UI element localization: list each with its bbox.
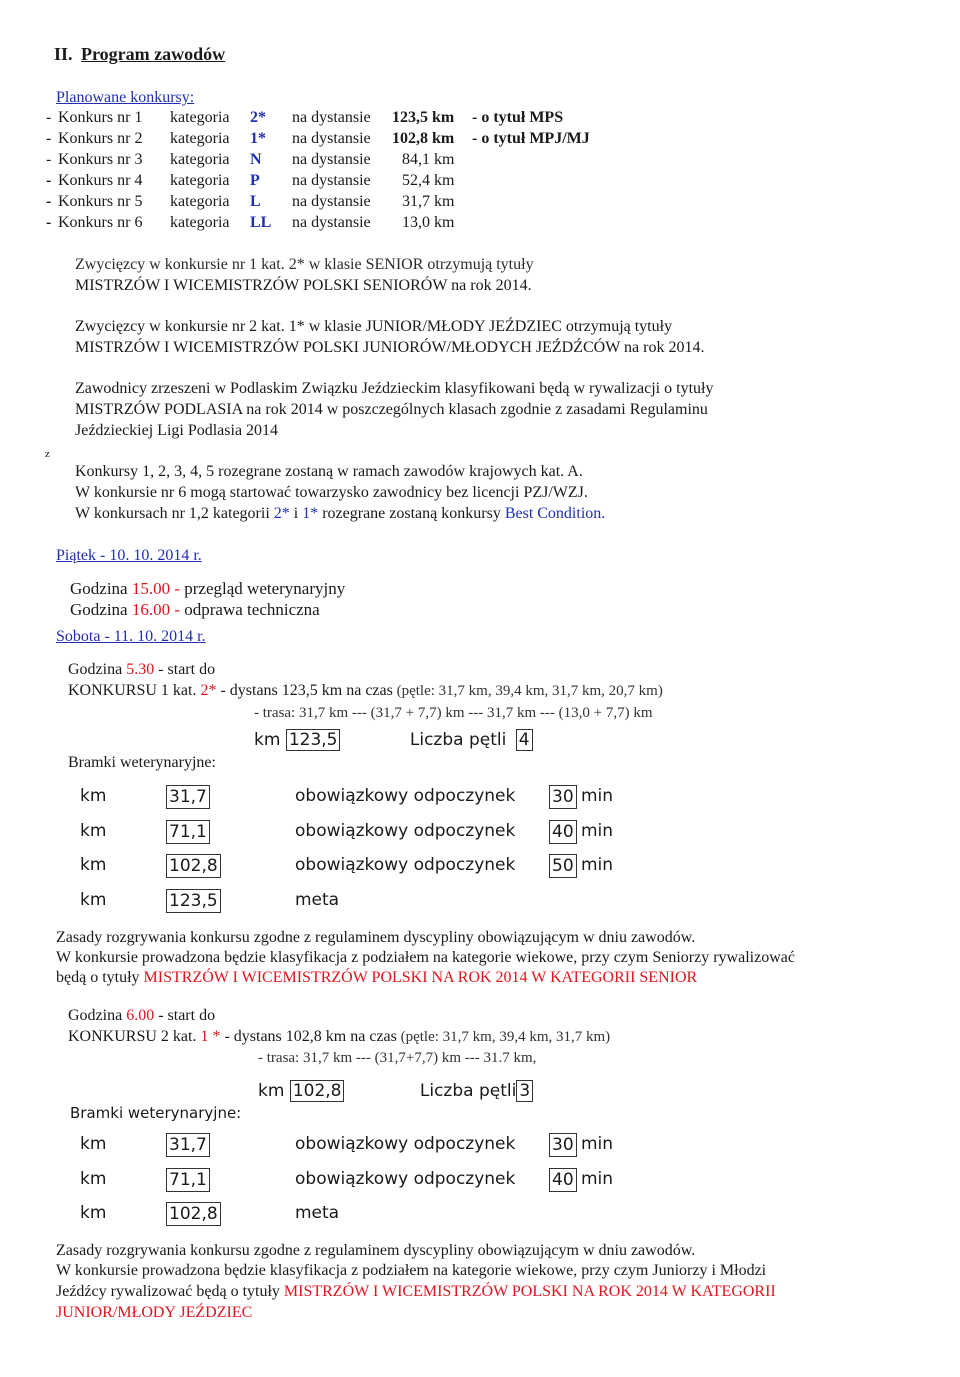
gate-min-unit: min — [581, 1168, 614, 1189]
comp1-title-a: KONKURSU 1 kat. — [68, 682, 201, 699]
comp2-summary — [258, 1080, 533, 1102]
competition-dystans-label: na dystansie — [292, 130, 371, 147]
gate-km-label: km — [80, 1203, 107, 1223]
comp2-rules3-text: Jeźdźcy rywalizować będą o tytuły — [56, 1283, 284, 1300]
competition-kategoria: kategoria — [170, 172, 230, 189]
competition-category: L — [250, 193, 261, 210]
gate-rest-minutes: 50 — [549, 854, 577, 878]
gate-km-label: km — [80, 786, 107, 806]
gate-rest-minutes: 30 — [549, 1133, 577, 1157]
competition-category: 1* — [250, 130, 266, 147]
info-line3-text: W konkursach nr 1,2 kategorii — [75, 505, 274, 522]
comp1-start-text: - start do — [154, 661, 216, 678]
competition-kategoria: kategoria — [170, 109, 230, 126]
competition-dash: - — [46, 130, 52, 147]
competition-dash: - — [46, 193, 52, 210]
competition-name: Konkurs nr 6 — [58, 214, 143, 231]
comp2-rules3 — [56, 1282, 776, 1302]
comp2-title-loops: (pętle: 31,7 km, 39,4 km, 31,7 km) — [396, 1029, 611, 1045]
competition-name: Konkurs nr 2 — [58, 130, 143, 147]
gate-distance: 31,7 — [166, 1133, 210, 1157]
stray-mark: z — [45, 448, 50, 460]
comp1-start-godzina: Godzina — [68, 661, 127, 678]
info-line3-cat2: 2* — [273, 505, 290, 522]
winners-2-line1: Zwycięzcy w konkursie nr 2 kat. 1* w klasie JUNIOR/MŁODY JEŹDZIEC otrzymują tytuły — [75, 318, 673, 335]
gate-rest-label: obowiązkowy odpoczynek — [295, 1134, 516, 1154]
competition-kategoria: kategoria — [170, 151, 230, 168]
competition-kategoria: kategoria — [170, 130, 230, 147]
comp2-trasa: - trasa: 31,7 km --- (31,7+7,7) km --- 31.7 km, — [258, 1050, 537, 1066]
winners-1-line2: MISTRZÓW I WICEMISTRZÓW POLSKI SENIORÓW na rok 2014. — [75, 277, 532, 294]
competition-dystans-label: na dystansie — [292, 172, 371, 189]
comp1-rules3-text: będą o tytuły — [56, 969, 144, 986]
gate-min-unit: min — [581, 820, 614, 841]
comp2-rules1: Zasady rozgrywania konkursu zgodne z regulaminem dyscypliny obowiązującym w dniu zawodów. — [56, 1242, 696, 1259]
comp2-loops-label: Liczba pętli — [419, 1081, 517, 1101]
competition-name: Konkurs nr 3 — [58, 151, 143, 168]
comp1-title-dist: - dystans 123,5 km na czas — [216, 682, 393, 699]
gate-rest-label: obowiązkowy odpoczynek — [295, 820, 516, 841]
gate-min-unit: min — [581, 1134, 614, 1154]
competition-kategoria: kategoria — [170, 193, 230, 210]
gate-distance: 71,1 — [166, 1168, 210, 1192]
competition-name: Konkurs nr 1 — [58, 109, 143, 126]
comp2-rules3-title: MISTRZÓW I WICEMISTRZÓW POLSKI NA ROK 2014 W KATEGORII — [283, 1283, 776, 1300]
competition-dystans-label: na dystansie — [292, 151, 371, 168]
competition-note: - o tytuł MPS — [472, 109, 564, 126]
friday-item-1-godzina: Godzina — [70, 579, 132, 598]
competition-name: Konkurs nr 4 — [58, 172, 143, 189]
comp2-rules4: JUNIOR/MŁODY JEŹDZIEC — [56, 1304, 253, 1321]
gate-rest-label: obowiązkowy odpoczynek — [295, 786, 516, 806]
comp2-start-godzina: Godzina — [68, 1007, 127, 1024]
comp1-title — [68, 681, 663, 701]
comp1-rules3 — [56, 968, 697, 988]
competition-category: LL — [250, 214, 272, 231]
comp1-total-distance: 123,5 — [286, 729, 341, 751]
competition-distance: 102,8 km — [392, 130, 455, 147]
comp2-loops-value: 3 — [516, 1080, 533, 1102]
comp1-km-label: km — [254, 730, 281, 750]
gate-rest-label: obowiązkowy odpoczynek — [295, 855, 516, 875]
winners-1-line1: Zwycięzcy w konkursie nr 1 kat. 2* w klasie SENIOR otrzymują tytuły — [75, 256, 534, 273]
winners-2-line2: MISTRZÓW I WICEMISTRZÓW POLSKI JUNIORÓW/MŁODYCH JEŹDŹCÓW na rok 2014. — [75, 339, 705, 356]
saturday-label: Sobota - 11. 10. 2014 r. — [56, 628, 206, 645]
comp1-rules3-title: MISTRZÓW I WICEMISTRZÓW POLSKI NA ROK 2014 W KATEGORII SENIOR — [143, 969, 698, 986]
competition-distance: 31,7 km — [402, 193, 455, 210]
planned-label: Planowane konkursy: — [56, 89, 195, 106]
comp1-gates-label: Bramki weterynaryjne: — [68, 754, 216, 771]
gate-distance: 102,8 — [166, 854, 221, 878]
comp1-rules1: Zasady rozgrywania konkursu zgodne z regulaminem dyscypliny obowiązującym w dniu zawodów. — [56, 929, 696, 946]
comp1-trasa: - trasa: 31,7 km --- (31,7 + 7,7) km --- 31,7 km --- (13,0 + 7,7) km — [254, 705, 653, 721]
competition-distance: 84,1 km — [402, 151, 455, 168]
gate-rest-label: obowiązkowy odpoczynek — [295, 1168, 516, 1189]
comp2-title-a: KONKURSU 2 kat. — [68, 1028, 201, 1045]
section-header — [54, 44, 225, 64]
competition-dystans-label: na dystansie — [292, 214, 371, 231]
gate-min-unit: min — [581, 786, 614, 806]
info-line3-and: i — [289, 505, 303, 522]
competition-category: 2* — [250, 109, 266, 126]
competition-dash: - — [46, 214, 52, 231]
comp2-title-cat: 1 * — [200, 1028, 221, 1045]
podlasie-line2: MISTRZÓW PODLASIA na rok 2014 w poszczególnych klasach zgodnie z zasadami Regulaminu — [75, 401, 708, 418]
gate-distance: 71,1 — [166, 820, 210, 844]
comp1-title-cat: 2* — [200, 682, 217, 699]
section-number: II. — [54, 44, 73, 64]
gate-distance: 102,8 — [166, 1202, 221, 1226]
comp2-rules2: W konkursie prowadzona będzie klasyfikacja z podziałem na kategorie wiekowe, przy czym Juniorzy i Młodzi — [56, 1262, 767, 1279]
competition-note: - o tytuł MPJ/MJ — [472, 130, 590, 147]
gate-distance: 31,7 — [166, 785, 210, 809]
friday-item-1-time: 15.00 - — [131, 579, 181, 598]
info-line1: Konkursy 1, 2, 3, 4, 5 rozegrane zostaną w ramach zawodów krajowych kat. A. — [75, 463, 583, 480]
gate-min-unit: min — [581, 855, 614, 875]
friday-item-2-time: 16.00 - — [131, 600, 181, 619]
gate-km-label: km — [80, 820, 107, 841]
section-title: Program zawodów — [81, 44, 226, 64]
comp2-km-label: km — [258, 1081, 285, 1101]
comp1-loops-value: 4 — [516, 729, 533, 751]
competition-dystans-label: na dystansie — [292, 193, 371, 210]
friday-item-2-godzina: Godzina — [70, 600, 132, 619]
gate-rest-label: meta — [295, 889, 340, 910]
gate-km-label: km — [80, 855, 107, 875]
friday-item-2 — [70, 600, 320, 620]
podlasie-line1: Zawodnicy zrzeszeni w Podlaskim Związku Jeździeckim klasyfikowani będą w rywalizacji o tytuły — [75, 380, 714, 397]
comp2-gates-label: Bramki weterynaryjne: — [70, 1104, 242, 1122]
competition-dash: - — [46, 109, 52, 126]
competition-dash: - — [46, 172, 52, 189]
competition-kategoria: kategoria — [170, 214, 230, 231]
gate-rest-minutes: 40 — [549, 820, 577, 844]
competition-category: N — [250, 151, 262, 168]
gate-rest-minutes: 40 — [549, 1168, 577, 1192]
comp2-start-time: 6.00 — [126, 1007, 155, 1024]
competition-distance: 123,5 km — [392, 109, 455, 126]
comp1-rules2: W konkursie prowadzona będzie klasyfikacja z podziałem na kategorie wiekowe, przy czym Seniorzy rywalizować — [56, 949, 795, 966]
info-line3 — [75, 504, 605, 524]
info-line3-cat1: 1* — [302, 505, 319, 522]
gate-rest-label: meta — [295, 1203, 340, 1223]
comp1-start-time: 5.30 — [126, 661, 155, 678]
comp2-title-dist: - dystans 102,8 km na czas — [220, 1028, 397, 1045]
gate-km-label: km — [80, 889, 107, 910]
friday-item-1 — [70, 579, 345, 599]
competition-distance: 13,0 km — [402, 214, 455, 231]
gate-km-label: km — [80, 1168, 107, 1189]
comp1-summary — [254, 729, 533, 751]
gate-rest-minutes: 30 — [549, 785, 577, 809]
competition-dash: - — [46, 151, 52, 168]
podlasie-line3: Jeździeckiej Ligi Podlasia 2014 — [75, 422, 279, 439]
comp2-start-text: - start do — [154, 1007, 216, 1024]
competition-distance: 52,4 km — [402, 172, 455, 189]
competition-dystans-label: na dystansie — [292, 109, 371, 126]
competition-category: P — [250, 172, 260, 189]
info-line3-best-condition: Best Condition. — [504, 505, 606, 522]
comp2-title — [68, 1027, 610, 1047]
friday-label: Piątek - 10. 10. 2014 r. — [56, 547, 202, 564]
comp1-loops-label: Liczba pętli — [409, 730, 507, 750]
comp1-title-loops: (pętle: 31,7 km, 39,4 km, 31,7 km, 20,7 km) — [392, 683, 663, 699]
comp2-total-distance: 102,8 — [290, 1080, 345, 1102]
gate-km-label: km — [80, 1134, 107, 1154]
comp1-start — [68, 660, 215, 680]
info-line3-text2: rozegrane zostaną konkursy — [318, 505, 505, 522]
gate-distance: 123,5 — [166, 889, 221, 913]
friday-item-1-text: przegląd weterynaryjny — [180, 579, 346, 598]
comp2-start — [68, 1006, 215, 1026]
info-line2: W konkursie nr 6 mogą startować towarzysko zawodnicy bez licencji PZJ/WZJ. — [75, 484, 588, 501]
friday-item-2-text: odprawa techniczna — [180, 600, 320, 619]
competition-name: Konkurs nr 5 — [58, 193, 143, 210]
